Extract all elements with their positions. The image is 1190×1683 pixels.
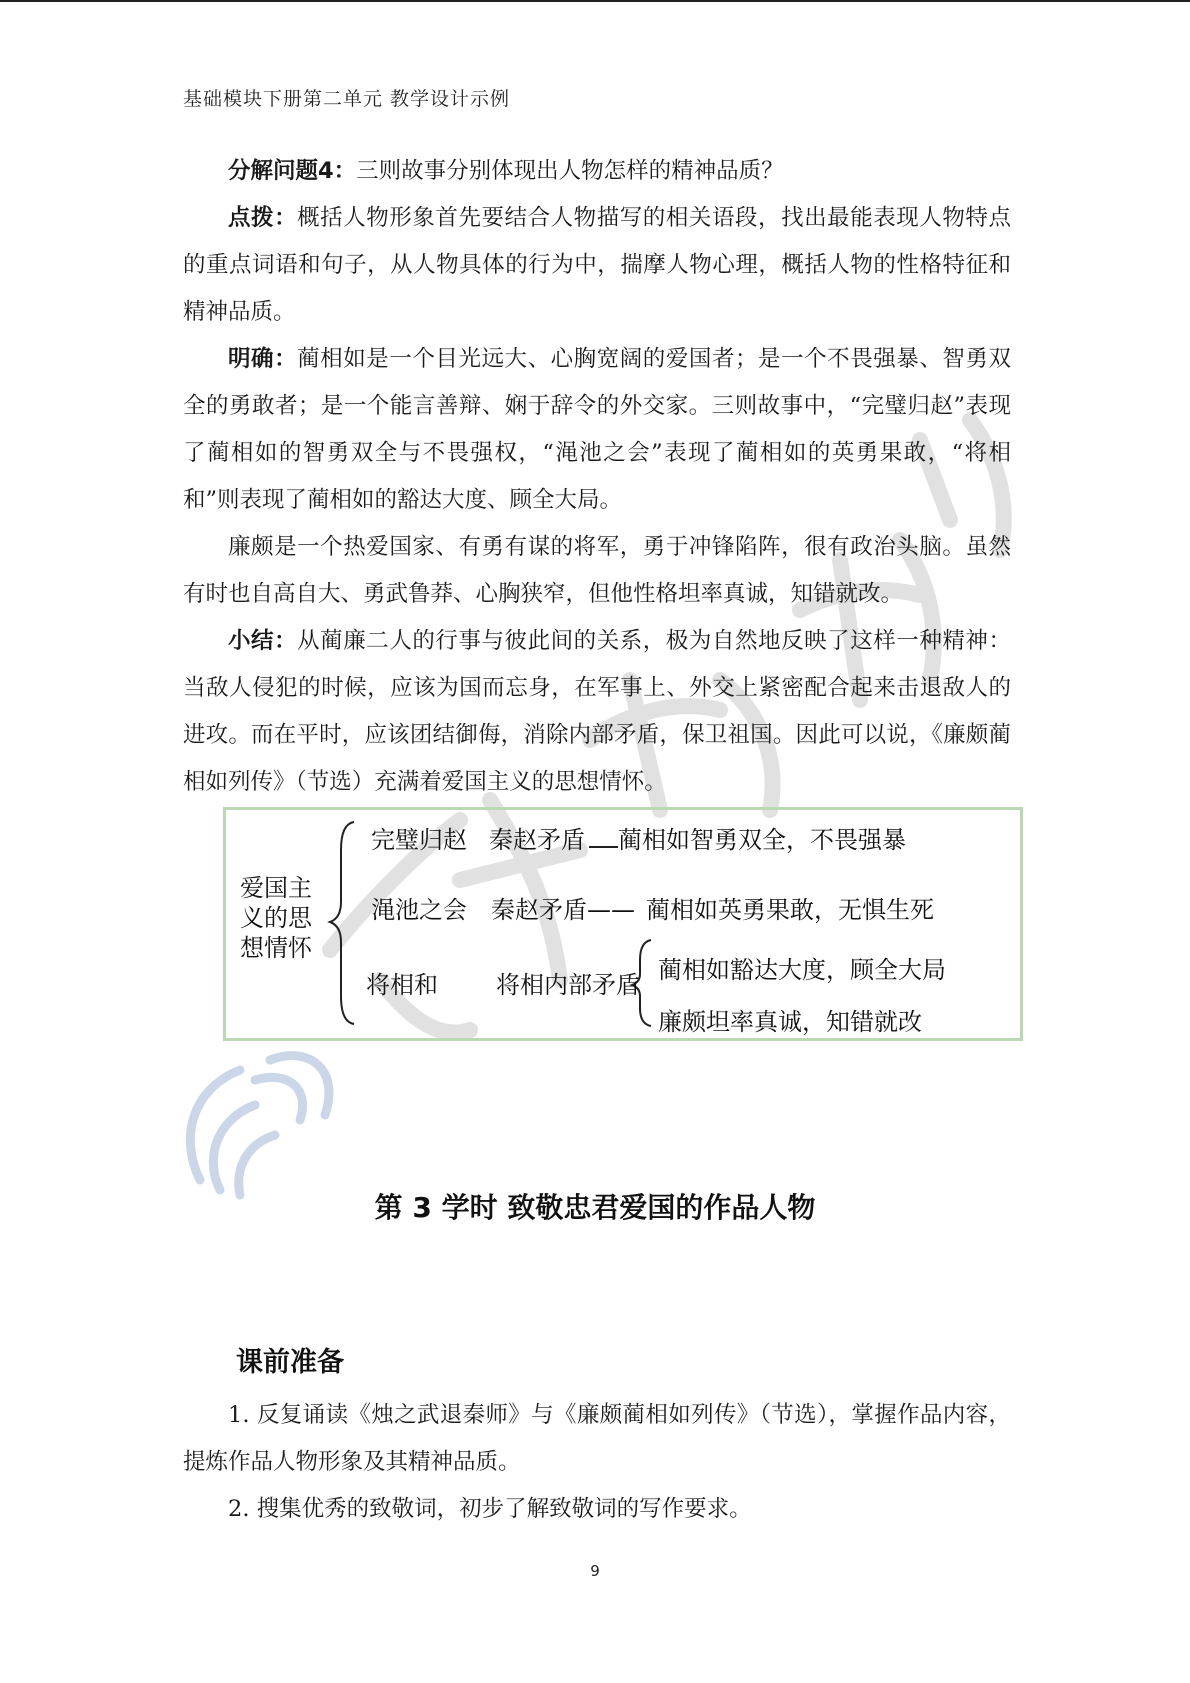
summary-text: 从蔺廉二人的行事与彼此间的关系，极为自然地反映了这样一种精神：当敌人侵犯的时候，应该为国而忘身，在军事上、外交上紧密配合起来击退敌人的进攻。而在平时，应该团结御侮，消除内部矛盾，保卫祖国。因此可以说，《廉颇蔺相如列传》（节选）充满着爱国主义的思想情怀。 [183, 628, 1011, 795]
page-number: 9 [590, 1562, 600, 1580]
concept-diagram [223, 807, 1023, 1041]
top-rule [0, 0, 1190, 2]
question-text: 三则故事分别体现出人物怎样的精神品质？ [356, 158, 784, 184]
clarify-paragraph [183, 336, 1011, 524]
main-content [183, 148, 1011, 806]
question-paragraph [183, 148, 1011, 195]
diagram-quality-3a: 蔺相如豁达大度，顾全大局 [658, 956, 946, 984]
diagram-root-line-3: 想情怀 [240, 934, 312, 962]
summary-paragraph [183, 618, 1011, 806]
prep-item-2: 2. 搜集优秀的致敬词，初步了解致敬词的写作要求。 [228, 1496, 752, 1522]
diagram-root-line-2: 义的思 [240, 904, 312, 932]
prep-title: 课前准备 [236, 1347, 344, 1378]
diagram-quality-3b: 廉颇坦率真诚，知错就改 [658, 1008, 922, 1036]
diagram-conflict-2: 秦赵矛盾—— [491, 896, 635, 924]
prep-list [183, 1392, 1011, 1533]
summary-label: 小结： [228, 628, 298, 654]
diagram-quality-1: 蔺相如智勇双全，不畏强暴 [618, 826, 906, 854]
hint-paragraph [183, 195, 1011, 336]
section-title: 第 3 学时 致敬忠君爱国的作品人物 [374, 1191, 816, 1224]
hint-text: 概括人物形象首先要结合人物描写的相关语段，找出最能表现人物特点的重点词语和句子，从人物具体的行为中，揣摩人物心理，概括人物的性格特征和精神品质。 [183, 205, 1011, 325]
lianpo-paragraph: 廉颇是一个热爱国家、有勇有谋的将军，勇于冲锋陷阵，很有政治头脑。虽然有时也自高自大、勇武鲁莽、心胸狭窄，但他性格坦率真诚，知错就改。 [183, 534, 1011, 607]
diagram-conflict-3: 将相内部矛盾 [496, 971, 640, 999]
diagram-story-2: 渑池之会 [371, 896, 467, 924]
hint-label: 点拨： [228, 205, 298, 231]
clarify-text: 蔺相如是一个目光远大、心胸宽阔的爱国者；是一个不畏强暴、智勇双全的勇敢者；是一个能言善辩、娴于辞令的外交家。三则故事中，“完璧归赵”表现了蔺相如的智勇双全与不畏强权，“渑池之会”表现了蔺相如的英勇果敢，“将相和”则表现了蔺相如的豁达大度、顾全大局。 [183, 346, 1011, 513]
diagram-conflict-1: 秦赵矛盾 [489, 826, 585, 854]
diagram-root-line-1: 爱国主 [240, 874, 312, 902]
diagram-story-3: 将相和 [366, 971, 438, 999]
diagram-quality-2: 蔺相如英勇果敢，无惧生死 [646, 896, 934, 924]
page-header: 基础模块下册第二单元 教学设计示例 [183, 88, 511, 110]
clarify-label: 明确： [228, 346, 298, 372]
diagram-story-1: 完璧归赵 [371, 826, 467, 854]
question-label: 分解问题4： [228, 158, 357, 184]
prep-item-1: 1. 反复诵读《烛之武退秦师》与《廉颇蔺相如列传》（节选），掌握作品内容，提炼作品人物形象及其精神品质。 [183, 1402, 1011, 1475]
